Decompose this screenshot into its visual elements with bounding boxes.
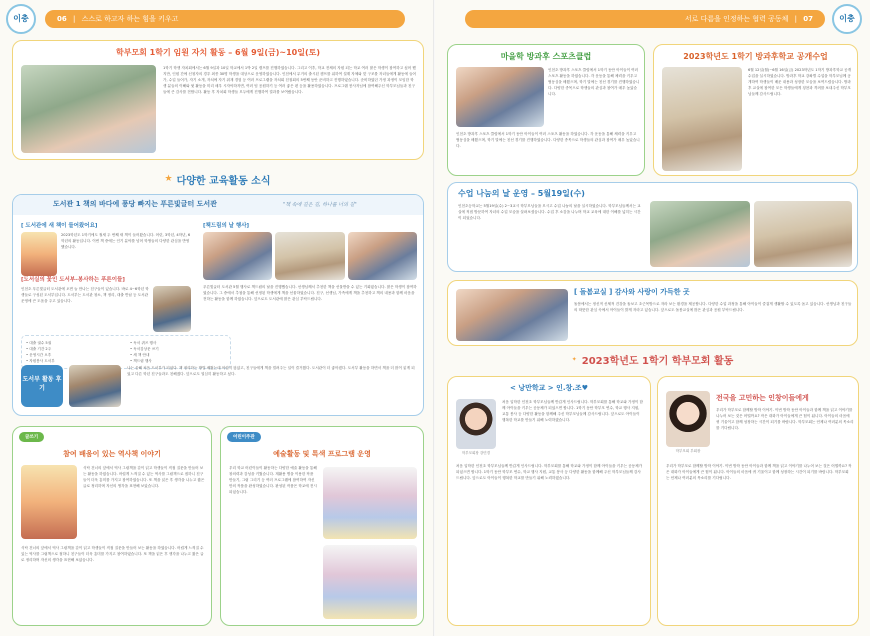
club-review-photo xyxy=(69,365,121,407)
header-title: 서로 다름을 인정하는 협력 공동체 xyxy=(684,15,789,23)
bullet-item: • 독서 퀴즈 행사 xyxy=(130,341,157,345)
book-club-heading: [도서실의 꽃인 도서부–봉사하는 푸른이들] xyxy=(21,277,125,283)
book-club-body: 인천초 푸른빛글터 도서관에 오면 늘 만나는 친구들이 있습니다. 바로 4~6학년 학생들로 구성된 도서부입니다. 도서부는 도서관 청소, 책 정리, 대출 반납 등 도서관 운영에 큰 도움을 주고 있습니다. xyxy=(21,287,149,303)
vice-president-caption: 학부모회 부회장 xyxy=(675,449,701,453)
art-program-photo-1 xyxy=(323,467,417,539)
art-program-article xyxy=(220,426,424,626)
sparkle-icon: ✦ xyxy=(571,355,577,363)
care-class-photo xyxy=(456,289,568,341)
new-books-body: 2023학년도 1학기에도 철새 두 번째 새 책이 들어왔습니다. 어린, 3학년, 4학년, 6학년의 활동입니다. 이번 책 중에는 인기 분야를 넘어 학생들의 다양한 관심을 반영했습니다. xyxy=(61,233,191,249)
class-sharing-photo-1 xyxy=(650,201,750,267)
bullet-item: • 자원봉사 도서부 xyxy=(26,359,55,363)
art-program-title: 예술활동 및 특색 프로그램 운영 xyxy=(273,450,371,458)
care-class-title: [ 돌봄교실 ] 감사와 사랑이 가득한 곳 xyxy=(574,288,690,296)
vice-letter-body: 우리가 학부모로 함께할 방학 이야기. 이번 방학 동안 아이들과 함께 책을 읽고 이야기를 나누어 보는 것은 어떨까요? 작은 대화가 아이들에게 큰 힘이 됩니다. 아이들의 마음에 귀 기울이고 함께 성장하는 시간이 되기를 바랍니다. 학부모회는 언제나 여러분의 목소리를 기다립니다. xyxy=(716,408,854,430)
book-club-block xyxy=(21,275,191,332)
bullet-item: • 책드림 행사 xyxy=(130,359,152,363)
right-page xyxy=(435,0,870,636)
sports-club-body-extra: 인천초 방과후 스포츠 클럽에서 1학기 동안 아이들이 여러 스포츠 활동을 하였습니다. 각 운동을 통해 체력을 키우고 협동심을 배웠으며, 학기 말에는 친선 경기를 진행하였습니다. 다양한 종목으로 학생들의 관심과 참여가 매우 높았습니다. xyxy=(456,132,640,148)
book-dream-heading: [책드림의 날 행사] xyxy=(203,223,250,229)
book-dream-photo-1 xyxy=(203,232,272,280)
page-number: 07 xyxy=(803,15,813,23)
school-mascot-logo: 이충 xyxy=(832,4,862,34)
bullet-item: • 독서감상문 쓰기 xyxy=(130,347,159,351)
parents-president-photo xyxy=(456,399,496,449)
new-books-heading: [ 도서관에 새 책이 들어왔어요] xyxy=(21,223,98,229)
section-banner xyxy=(0,166,435,192)
camp-article-body: 1학기 학생 자치회에서는 6월 9일과 10일 학교에서 1박 2일 캠프를 진행하였습니다. 그리고 이후, 학교 전체의 자원 되는 학교 여러 많은 학생이 참여하고 싶어 했지만, 인원 간에 신청자의 경우 최종 30명 학생을 대상으로 운영하였습니다. 인천에서 무거의 출시된 캠프를 위하여 설계 자체와 맞 구조를 자녀들에게 활동에 들어가, 수업 들어가, 자기 소개, 자치에 자기 취재 경험 등 여러 프로그램을 자치회 친절회의 5번째 동안 준비하고 진행하였습니다. 준비하였던 가정 과정이 모임한 학생 분들의 이해와 뒷 활동을 미리 매우 시자야하자면, 여러 팀 응원하기 등 여러 좋은 편 등을 활용하였습니다. 프로그램 봉사자님에 참여해주신 학부모님들과 친구들에 큰 감사를 전합니다. 활동 후 자치회 학생들 모두에게 진행하여 결과를 보여줬습니다. xyxy=(163,66,417,94)
page-number: 06 xyxy=(57,15,67,23)
library-banner-title: 도서관 1 책의 바다에 퐁당 빠지는 푸른빛글터 도서관 xyxy=(53,200,217,208)
book-dream-photo-3 xyxy=(348,232,417,280)
camp-article-title: 학부모회 1학기 임원 자치 활동 – 6월 9일(금)~10일(토) xyxy=(115,48,321,57)
sports-club-title: 마을학 방과후 스포츠클럽 xyxy=(500,52,592,61)
parents-letter-body: 처음 입학한 인천초 학부모님들께 반갑게 인사드립니다. 학부모회를 통해 학교와 가정이 함께 아이들을 키우는 공동체가 되었으면 합니다. 1학기 동안 학부모 연수, 학교 행사 지원, 교통 봉사 등 다양한 활동을 함께해 주신 학부모님들께 감사드립니다. 앞으로도 아이들이 행복한 학교를 만들기 위해 노력하겠습니다. xyxy=(502,400,644,422)
parents-section-title: 2023학년도 1학기 학부모회 활동 xyxy=(581,355,734,367)
library-bullets xyxy=(21,335,231,369)
parents-letter-title: < 낭만학교 > 인.창.조♥ xyxy=(510,384,588,392)
history-book-tag: 글쓰기 xyxy=(19,432,44,442)
library-quote: "책 속에 길은 길, 하나를 너의 길" xyxy=(283,202,357,208)
care-class-body: 돌봄에서는 정신적 신체적 건강을 돌보고 초근목방으로 자라 보는 환경을 제공합니다. 다양한 수업 과정을 통해 아이들이 즐겁게 생활할 수 있도록 돕고 있습니다. 선생님과 친구들의 따뜻한 관심 속에서 아이들이 밝게 자라고 있습니다. 앞으로도 돌봄교실에 많은 관심과 응원 부탁드립니다. xyxy=(574,302,852,312)
open-class-box xyxy=(653,44,858,176)
open-class-title: 2023학년도 1학기 방과후학교 공개수업 xyxy=(683,52,828,61)
bullet-item: • 대출 기간 2주 xyxy=(26,347,52,351)
bullet-item: • 운영시간 오후 xyxy=(26,353,52,357)
library-banner xyxy=(13,195,424,215)
club-review-block xyxy=(21,365,417,411)
history-book-cover xyxy=(21,465,77,539)
vice-letter-body-extra: 우리가 학부모로 함께할 방학 이야기. 이번 방학 동안 아이들과 함께 책을 읽고 이야기를 나누어 보는 것은 어떨까요? 작은 대화가 아이들에게 큰 힘이 됩니다. 아이들의 마음에 귀 기울이고 함께 성장하는 시간이 되기를 바랍니다. 학부모회는 언제나 여러분의 목소리를 기다립니다. xyxy=(666,464,852,480)
art-program-body: 우리 학교 어린이들이 활동하는 다양한 예술 활동을 통해 창의력과 감성을 키웠습니다. 재활용 병을 이용한 작품 만들기, 그림 그리기 등 여러 프로그램에 참여하여 자신만의 작품을 완성하였습니다. 완성된 작품은 학교에 전시되었습니다. xyxy=(229,466,317,494)
vice-letter-title: 전국을 고민하는 인창이들에게 xyxy=(716,394,809,402)
left-page-header: 06 | 스스로 하고자 하는 힘을 키우고 xyxy=(45,10,405,28)
parents-letter-box xyxy=(447,376,651,626)
sports-club-body: 인천초 방과후 스포츠 클럽에서 1학기 동안 아이들이 여러 스포츠 활동을 하였습니다. 각 운동을 통해 체력을 키우고 협동심을 배웠으며, 학기 말에는 친선 경기를 진행하였습니다. 다양한 종목으로 학생들의 관심과 참여가 매우 높았습니다. xyxy=(548,68,640,96)
camp-article xyxy=(12,40,424,160)
history-book-body-extra: 식탁 건너의 앞에서 역사 그림책을 같이 읽고 학생들이 직접 질문을 만들어 보는 활동을 하였습니다. 어렵게 느껴질 수 있는 역사를 그림책으로 접하니 친구들이 더욱 흥미를 가지고 참여하였습니다. 또 책을 읽은 후 생각을 나누고 짧은 글로 정리하며 자신의 생각을 표현해 보았습니다. xyxy=(21,546,204,562)
history-book-title: 참여 배움이 있는 역사책 이야기 xyxy=(63,450,161,458)
new-books-block xyxy=(21,221,191,276)
club-review-body: 나는 올해 처음 도서부가 되었다. 책 정리하는 방법 배웠는데 어렵지 않았고, 친구들에게 책을 빌려주는 일이 즐거웠다. 도서관이 더 좋아졌다. 도서부 활동을 하면서 책을 더 많이 읽게 되었고 다른 학년 친구들과도 친해졌다. 앞으로도 열심히 활동하고 싶다. xyxy=(127,366,415,376)
parents-letter-body-extra: 처음 입학한 인천초 학부모님들께 반갑게 인사드립니다. 학부모회를 통해 학교와 가정이 함께 아이들을 키우는 공동체가 되었으면 합니다. 1학기 동안 학부모 연수, 학교 행사 지원, 교통 봉사 등 다양한 활동을 함께해 주신 학부모님들께 감사드립니다. 앞으로도 아이들이 행복한 학교를 만들기 위해 노력하겠습니다. xyxy=(456,464,643,480)
class-sharing-box xyxy=(447,182,858,272)
parents-president-caption: 학부모회장 강민경 xyxy=(461,451,491,455)
book-dream-block xyxy=(203,221,417,362)
section-banner-title: 다양한 교육활동 소식 xyxy=(176,175,271,187)
star-icon: ★ xyxy=(164,174,173,184)
sports-club-box xyxy=(447,44,645,176)
library-section xyxy=(12,194,424,416)
class-sharing-photo-2 xyxy=(754,201,852,267)
camp-group-photo xyxy=(21,65,156,153)
open-class-photo xyxy=(662,67,742,171)
sports-club-photo xyxy=(456,67,544,127)
art-program-tag: 어린이주관 xyxy=(227,432,261,442)
history-book-article xyxy=(12,426,212,626)
club-review-label: 도서부 활동 후기 xyxy=(21,365,63,407)
new-books-photo xyxy=(21,232,57,276)
bullet-item: • 대출 권수 5권 xyxy=(26,341,52,345)
vice-president-photo xyxy=(666,391,710,447)
book-dream-photo-2 xyxy=(275,232,344,280)
parents-section-banner xyxy=(435,346,870,372)
class-sharing-body: 인천초등학교는 5월19일(수) 2~3교시 학부모님들을 모시고 수업 나눔의 날을 실시하였습니다. 학부모님들께서는 교실에 직접 방문하여 자녀의 수업 모습을 살펴보셨습니다. 수업 후 소감을 나누며 학교 교육에 대한 이해를 넓히는 시간이 되었습니다. xyxy=(458,204,641,220)
school-mascot-logo: 이충 xyxy=(6,4,36,34)
header-title: 스스로 하고자 하는 힘을 키우고 xyxy=(81,15,179,23)
vice-letter-box xyxy=(657,376,859,626)
bullet-item: • 새 책 안내 xyxy=(130,353,150,357)
open-class-body: 6월 12일(월)~6월 16일(금) 2023학년도 1학기 방과후학교 공개수업을 실시하였습니다. 방과후 학교 강좌별 수업을 학부모님께 공개하여 학생들이 배운 내용과 성장한 모습을 보여드렸습니다. 방과후 교실에 참여한 모든 학생들에게 칭찬과 격려를 보내주신 학부모님들께 감사드립니다. xyxy=(748,68,852,96)
book-club-photo xyxy=(153,286,191,332)
art-program-photo-2 xyxy=(323,545,417,619)
care-class-box xyxy=(447,280,858,346)
book-dream-body: 푸른빛글터 도서관 5월 행사로 책드림의 날을 진행했습니다. 선생님께서 추천한 책을 선물받을 수 있는 기회였습니다. 많은 학생이 참여하였습니다. 그 중에서 추첨을 통해 선정된 학생에게 책을 선물하였습니다. 친구, 선생님, 가족에게 책을 추천하고 책의 내용과 함께 마음을 전하는 활동을 함께 하였습니다. 앞으로도 도서관에 많은 관심 부탁드립니다. xyxy=(203,285,417,301)
history-book-body: 식탁 건너의 앞에서 역사 그림책을 같이 읽고 학생들이 직접 질문을 만들어 보는 활동을 하였습니다. 어렵게 느껴질 수 있는 역사를 그림책으로 접하니 친구들이 더욱 흥미를 가지고 참여하였습니다. 또 책을 읽은 후 생각을 나누고 짧은 글로 정리하며 자신의 생각을 표현해 보았습니다. xyxy=(83,466,205,488)
right-page-header: 서로 다름을 인정하는 협력 공동체 | 07 xyxy=(465,10,825,28)
class-sharing-title: 수업 나눔의 날 운영 – 5월19일(수) xyxy=(458,189,585,198)
